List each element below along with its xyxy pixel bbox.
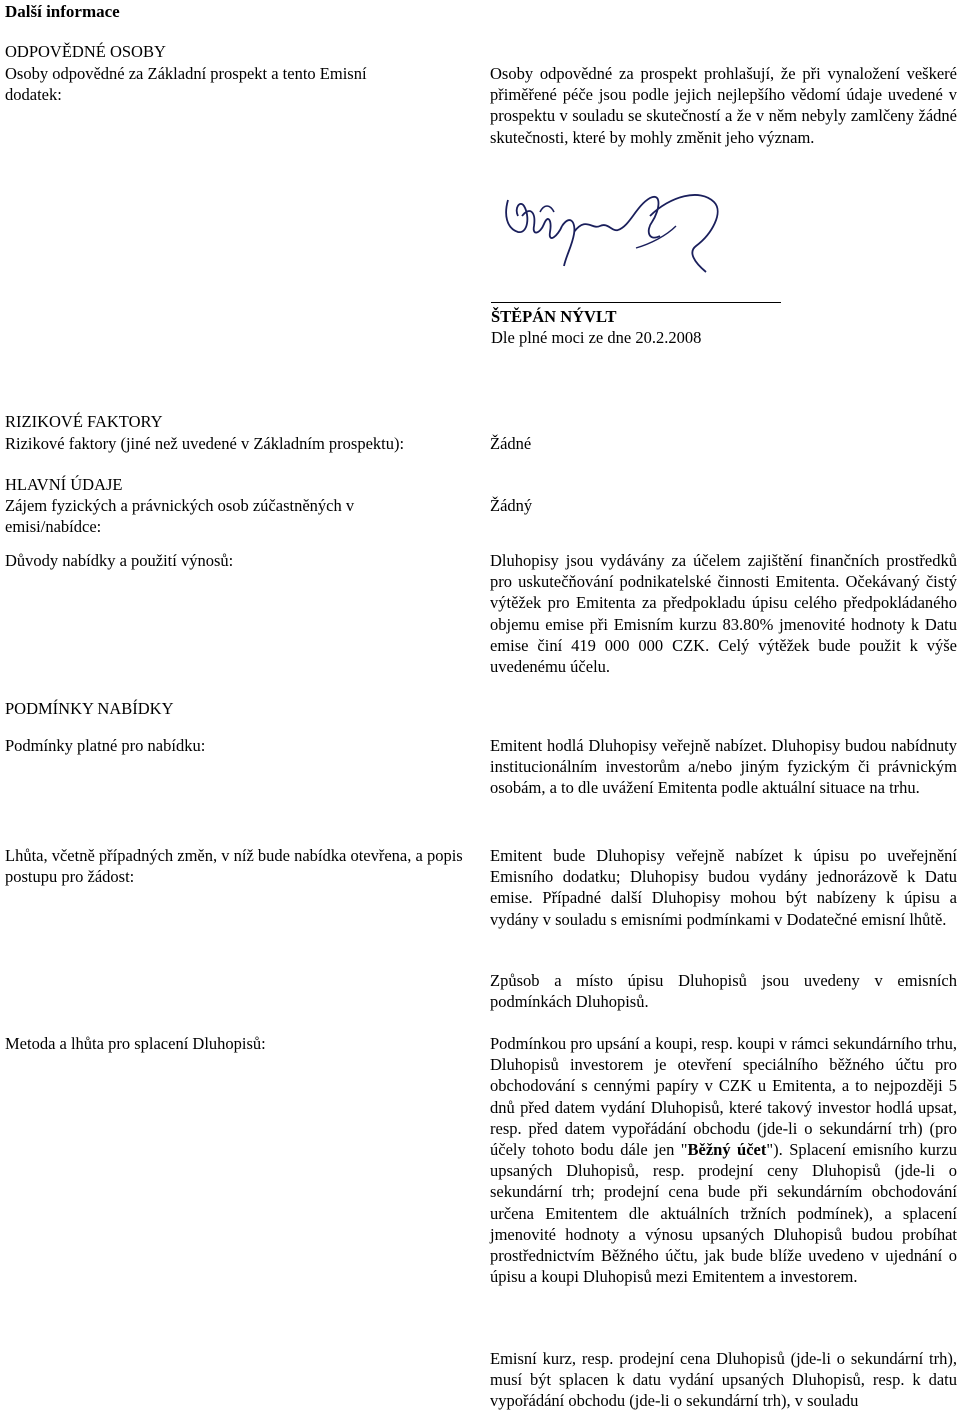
risks-label: Rizikové faktory (jiné než uvedené v Základním prospektu): <box>5 434 405 453</box>
payment-term-bold: Běžný účet <box>687 1140 767 1160</box>
section-title-offer: PODMÍNKY NABÍDKY <box>5 699 174 718</box>
payment-text-b: "). Splacení emisního kurzu upsaných Dluhopisů, resp. prodejní ceny Dluhopisů (jde-li o sekundární trh; prodejní cena bude při sekundárním obchodování určena Emitentem dle aktuálních tržních podmínek), a splacení jmenovité hodnoty a výnosu upsaných Dluhopisů budou probíhat prostřednictvím Běžného účtu, jak bude blíže uvedeno v ujednání o úpisu a koupi Dluhopisů mezi Emitentem a investorem. <box>490 1140 957 1287</box>
payment-value <box>490 1033 957 1287</box>
signatory-note: Dle plné moci ze dne 20.2.2008 <box>491 328 702 347</box>
responsible-statement: Osoby odpovědné za prospekt prohlašují, že při vynaložení veškeré přiměřené péče jsou podle jejich nejlepšího vědomí údaje uvedené v prospektu v souladu se skutečností a že v něm nebyly zamlčeny žádné skutečnosti, které by mohly změnit jeho význam. <box>490 64 957 147</box>
period-value-2: Způsob a místo úpisu Dluhopisů jsou uvedeny v emisních podmínkách Dluhopisů. <box>490 971 957 1012</box>
interest-label: Zájem fyzických a právnických osob zúčastněných v emisi/nabídce: <box>5 496 355 537</box>
conditions-label: Podmínky platné pro nabídku: <box>5 736 206 755</box>
period-label: Lhůta, včetně případných změn, v níž bude nabídka otevřena, a popis postupu pro žádost: <box>5 846 463 887</box>
section-title-risks: RIZIKOVÉ FAKTORY <box>5 412 163 431</box>
period-value-1: Emitent bude Dluhopisy veřejně nabízet k úpisu po uveřejnění Emisního dodatku; Dluhopisy budou vydány jednorázově k Datu emise. Případné další Dluhopisy mohou být nabízeny k úpisu a vydány v souladu s emisními podmínkami v Dodatečné emisní lhůtě. <box>490 846 957 929</box>
interest-value: Žádný <box>490 496 533 515</box>
payment-text-a: Podmínkou pro upsání a koupi, resp. koupi v rámci sekundárního trhu, Dluhopisů investorem je otevření speciálního běžného účtu pro obchodování s cennými papíry v CZK u Emitenta, a to nejpozději 5 dnů před datem vydání Dluhopisů, které takový investor hodlá upsat, resp. před datem vypořádání obchodu (jde-li o sekundární trh) (pro účely tohoto bodu dále jen " <box>490 1034 957 1160</box>
signature <box>500 186 730 276</box>
conditions-value: Emitent hodlá Dluhopisy veřejně nabízet. Dluhopisy budou nabídnuty institucionálním investorům a/nebo jiným fyzickým či právnickým osobám, a to dle uvážení Emitenta podle aktuální situace na trhu. <box>490 736 957 798</box>
reasons-value: Dluhopisy jsou vydávány za účelem zajištění finančních prostředků pro uskutečňování podnikatelské činnosti Emitenta. Očekávaný čistý výtěžek pro Emitenta za předpokladu úpisu celého předpokládaného objemu emise při Emisním kurzu 83.80% jmenovité hodnoty k Datu emise činí 419 000 000 CZK. Celý výtěžek bude použit k výše uvedenému účelu. <box>490 551 957 677</box>
reasons-label: Důvody nabídky a použití výnosů: <box>5 551 234 570</box>
responsible-label: Osoby odpovědné za Základní prospekt a tento Emisní dodatek: <box>5 64 367 105</box>
payment-value-2: Emisní kurz, resp. prodejní cena Dluhopisů (jde-li o sekundární trh), musí být splacen k datu vydání upsaných Dluhopisů, resp. k datu vypořádání obchodu (jde-li o sekundární trh), v souladu <box>490 1349 957 1411</box>
signatory-name: ŠTĚPÁN NÝVLT <box>491 307 617 326</box>
document-heading: Další informace <box>5 2 120 21</box>
risks-value: Žádné <box>490 434 532 453</box>
payment-label: Metoda a lhůta pro splacení Dluhopisů: <box>5 1034 266 1053</box>
section-title-responsible: ODPOVĚDNÉ OSOBY <box>5 42 166 61</box>
signature-line <box>491 302 781 303</box>
section-title-key-info: HLAVNÍ ÚDAJE <box>5 475 123 494</box>
